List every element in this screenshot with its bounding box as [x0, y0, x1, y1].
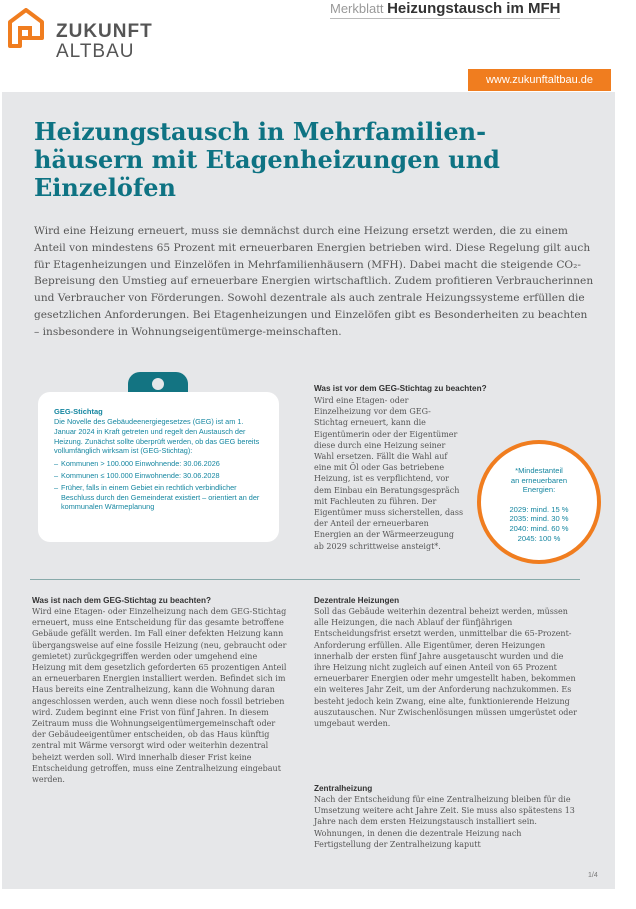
renewable-share-circle	[477, 440, 601, 564]
infobox-text: Die Novelle des Gebäudeenergiegesetzes (GEG) ist am 1. Januar 2024 in Kraft getreten und regelt den Austausch der Heizung. Zunächst sollte überprüft werden, ob das GEG bereits vollumfänglich wirksam ist (GEG-Stichtag):	[54, 417, 260, 456]
before-deadline-text: Wird eine Etagen- oder Einzelheizung vor dem GEG-Stichtag erneuert, kann die Eigentümerin oder der Eigentümer diese durch eine Heizung seiner Wahl ersetzen. Fällt die Wahl auf eine mit Öl oder Gas betriebene Heizung, ist es verpflichtend, vor dem Einbau ein Beratungsgespräch mit Fachleuten zu führen. Der Eigentümer muss sicherstellen, dass der Anteil der erneuerbaren Energien an der Wärmeerzeugung ab 2029 schrittweise ansteigt*.	[314, 396, 464, 551]
circle-heading: an erneuerbaren	[510, 475, 568, 485]
circle-row: 2035: mind. 30 %	[509, 514, 569, 524]
decentral-text: Soll das Gebäude weiterhin dezentral beheizt werden, müssen alle Heizungen, die nach Ablauf der fünfjährigen Entscheidungsfrist ersetzt werden, unmittelbar die 65-Prozent-Anforderung erfüllen. Alle Eigentümer, deren Heizungen innerhalb der ersten fünf Jahre ausgetauscht wurden und die ihre Heizung nicht zugleich auf einen Anteil von 65 Prozent erneuerbarer Energien oder mehr umgestellt haben, bekommen ein weiteres Jahr Zeit, um der Anforderung nachzukommen. Es besteht jedoch kein Zwang, eine alte, funktionierende Heizung auszutauschen. Nur Zwischenlösungen müssen umgerüstet oder umgebaut werden.	[314, 607, 577, 729]
header-title: Heizungstausch im MFH	[387, 0, 561, 17]
circle-heading: Energien:	[522, 485, 556, 495]
infobox-item: – Kommunen ≤ 100.000 Einwohnende: 30.06.2028	[54, 471, 263, 481]
zukunft-altbau-logo-icon	[6, 8, 46, 48]
intro-paragraph: Wird eine Heizung erneuert, muss sie demnächst durch eine Heizung ersetzt werden, die zu einem Anteil von mindestens 65 Prozent mit erneuerbaren Energien betrieben wird. Diese Regelung gilt auch für Etagenheizungen und Einzelöfen in Mehrfamilienhäusern (MFH). Dabei macht die steigende CO₂-Bepreisung den Umstieg auf erneuerbare Energien wirtschaftlich. Zudem profitieren Verbraucherinnen und Verbraucher von Förderungen. Sowohl dezentrale als auch zentrale Heizungssysteme erfüllen die gesetzlichen Anforderungen. Bei Etagenheizungen und Einzelöfen gibt es Besonderheiten zu beachten – insbesondere in Wohnungseigentümerge-meinschaften.	[34, 225, 594, 338]
infobox-item: – Kommunen > 100.000 Einwohnende: 30.06.2026	[54, 459, 263, 469]
central-heading: Zentralheizung	[314, 784, 373, 793]
brand-wordmark	[56, 22, 153, 62]
circle-row: 2029: mind. 15 %	[509, 504, 569, 514]
circle-heading: *Mindestanteil	[515, 466, 563, 475]
page-title: Heizungstausch in Mehrfamilien-häusern mit Etagenheizungen und Einzelöfen	[34, 117, 500, 202]
section-divider	[30, 579, 580, 580]
website-link[interactable]: www.zukunftaltbau.de	[468, 69, 611, 91]
circle-row: 2040: mind. 60 %	[509, 523, 569, 533]
page-number: 1/4	[588, 872, 598, 879]
header-label: Merkblatt	[330, 1, 384, 16]
infobox-item: – Früher, falls in einem Gebiet ein rechtlich verbindlicher Beschluss durch den Gemeinderat existiert – orientiert an der kommunalen Wärmeplanung	[54, 483, 263, 512]
infobox-title: GEG-Stichtag	[54, 407, 103, 416]
brand-line-1: ZUKUNFT	[56, 21, 153, 42]
central-text: Nach der Entscheidung für eine Zentralheizung bleiben für die Umsetzung weitere acht Jahre Zeit. Sie muss also spätestens 13 Jahre nach dem ersten Heizungstausch installiert sein. Wohnungen, in denen die dezentrale Heizung nach Fertigstellung der Zentralheizung kaputt	[314, 795, 575, 849]
after-deadline-text: Wird eine Etagen- oder Einzelheizung nach dem GEG-Stichtag erneuert, muss eine Entscheidung für das gesamte betroffene Gebäude gefällt werden. Im Fall einer defekten Heizung kann übergangsweise auf eine fossile Heizung (neu, gebraucht oder gemietet) zurückgegriffen werden oder umgehend eine Heizung mit dem gesetzlich geforderten 65 prozentigen Anteil an erneuerbaren Energien installiert werden. Befindet sich im Haus bereits eine Zentralheizung, kann die Wohnung daran angeschlossen werden, auch wenn diese noch fossil betrieben wird. Zudem beginnt eine Frist von fünf Jahren. In diesem Zeitraum muss die Wohnungseigentümergemeinschaft oder der Gebäudeeigentümer entscheiden, ob das Haus künftig zentral mit Wärme versorgt wird oder weiterhin dezentral beheizt werden soll. Wird innerhalb dieser Frist keine Entscheidung getroffen, muss eine Zentralheizung eingebaut werden.	[32, 607, 287, 785]
circle-row: 2045: 100 %	[517, 533, 561, 543]
document-header	[330, 0, 560, 19]
decentral-heading: Dezentrale Heizungen	[314, 596, 400, 605]
after-deadline-heading: Was ist nach dem GEG-Stichtag zu beachten?	[32, 596, 211, 605]
infobox-tab	[128, 372, 188, 394]
before-deadline-heading: Was ist vor dem GEG-Stichtag zu beachten?	[314, 384, 487, 393]
brand-line-2: ALTBAU	[56, 41, 135, 62]
geg-stichtag-infobox	[38, 392, 279, 542]
